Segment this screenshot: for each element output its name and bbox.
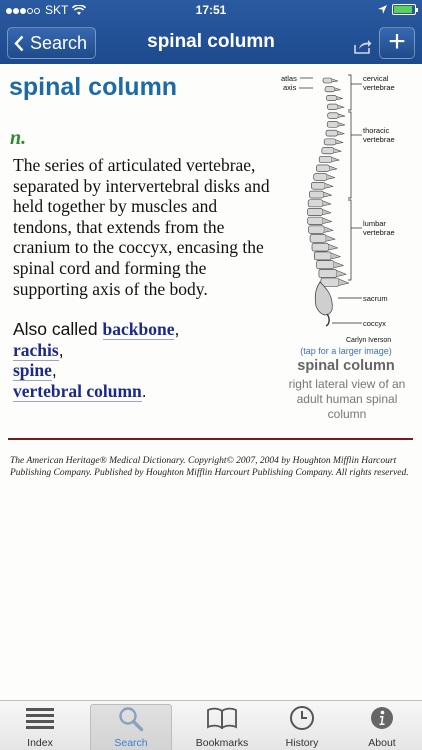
tab-history[interactable] [262, 701, 342, 750]
battery-icon [392, 4, 416, 15]
clock-icon [289, 705, 315, 731]
plus-icon: + [388, 25, 406, 58]
figure-caption: right lateral view of an adult human spinal column [288, 377, 406, 421]
svg-text:vertebrae: vertebrae [363, 228, 395, 237]
figure-label-thoracic: thoracic [363, 126, 390, 135]
figure-label-axis: axis [283, 83, 297, 92]
entry-headword: spinal column [9, 73, 178, 101]
figure-label-atlas: atlas [281, 74, 297, 83]
synonym-link-vertebral-column[interactable]: vertebral column [13, 380, 142, 401]
tab-label: About [368, 737, 396, 749]
status-time: 17:51 [195, 3, 227, 17]
synonym-link-spine[interactable]: spine [13, 360, 52, 380]
figure-label-sacrum: sacrum [363, 294, 388, 303]
figure-label-coccyx: coccyx [363, 319, 386, 328]
back-button-label: Search [30, 32, 88, 53]
book-icon [207, 707, 237, 729]
share-icon[interactable] [354, 38, 372, 54]
page-title: spinal column [147, 31, 275, 52]
vertebrae-group [308, 78, 349, 287]
list-icon [26, 707, 54, 729]
svg-text:vertebrae: vertebrae [363, 83, 395, 92]
part-of-speech: n. [10, 127, 27, 149]
tab-label: Bookmarks [195, 737, 249, 749]
location-arrow-icon [378, 5, 387, 14]
tab-label: History [285, 737, 319, 749]
info-icon [370, 706, 394, 730]
copyright-notice: The American Heritage® Medical Dictionary. Copyright© 2007, 2004 by Houghton Mifflin Harcourt Publishing Company. Published by Houghton Mifflin Harcourt Publishing Company. All rights reserved. [10, 456, 409, 478]
tab-bar [0, 700, 422, 750]
figure-credit: Carlyn Iverson [346, 337, 392, 344]
synonym-link-backbone[interactable]: backbone [102, 319, 175, 339]
synonym-link-rachis[interactable]: rachis [13, 339, 59, 360]
navigation-bar [0, 0, 422, 64]
tab-label: Index [27, 737, 53, 749]
status-bar [0, 0, 422, 20]
carrier-label: SKT [45, 3, 69, 17]
search-icon [118, 706, 144, 732]
tab-bookmarks[interactable] [182, 701, 262, 750]
section-divider [8, 438, 413, 440]
tab-label: Search [114, 737, 148, 749]
figure-label-lumbar: lumbar [363, 219, 386, 228]
svg-text:vertebrae: vertebrae [363, 135, 395, 144]
tab-about[interactable] [342, 701, 422, 750]
also-called-block: Also called backbone, rachis, spine, vertebral column. [13, 319, 180, 401]
figure-title: spinal column [297, 358, 395, 374]
definition-text: The series of articulated vertebrae, separated by intervertebral disks and held together by muscles and tendons, that extends from the cranium to the coccyx, encasing the spinal cord and forming the supporting axis of the body. [13, 155, 270, 299]
also-called-label: Also called [13, 319, 98, 339]
figure-label-cervical: cervical [363, 74, 389, 83]
enlarge-image-link[interactable]: (tap for a larger image) [300, 346, 392, 356]
spinal-column-illustration[interactable] [280, 70, 410, 345]
add-bookmark-button[interactable] [379, 27, 415, 59]
tab-search[interactable] [90, 704, 172, 750]
tab-index[interactable] [0, 701, 80, 750]
